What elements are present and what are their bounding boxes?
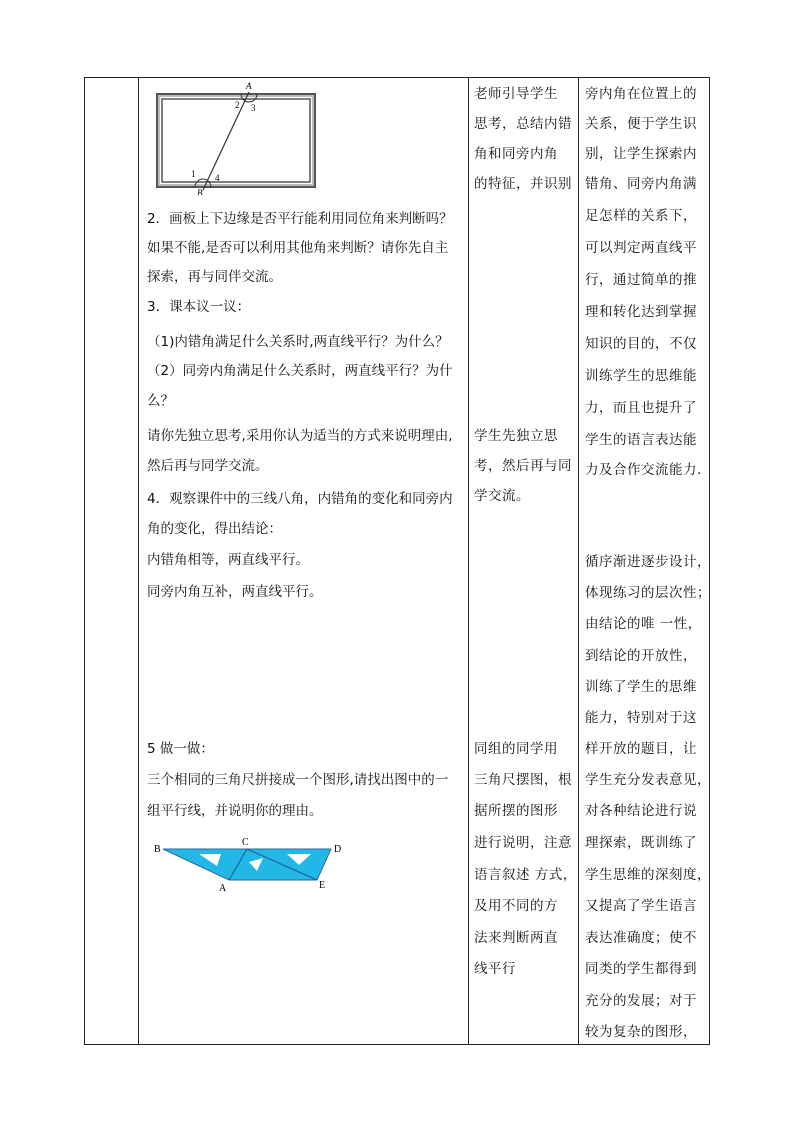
intent-text-line: 理和转化达到掌握 — [585, 304, 697, 320]
vertex-label-d: D — [334, 844, 342, 855]
point-label-a: A — [246, 81, 252, 91]
intent-text-line: 学生的语言表达能 — [585, 432, 697, 448]
conclusion-line: 同旁内角互补，两直线平行。 — [147, 584, 323, 600]
intent-text-line: 足怎样的关系下， — [585, 208, 697, 224]
intent-text-line: 同类的学生都得到 — [585, 961, 697, 977]
intent-text-line: 关系，便于学生识 — [585, 116, 697, 132]
activity-text-line: 考，然后再与同 — [474, 458, 572, 474]
activity-heading: 5 做一做： — [147, 741, 214, 757]
intent-text-line: 到结论的开放性， — [585, 648, 697, 664]
angle-label-4: 4 — [215, 173, 220, 183]
intent-text-line: 较为复杂的图形， — [585, 1024, 697, 1040]
intent-text-line: 表达准确度；使不 — [585, 930, 697, 946]
question-line: 角的变化，得出结论： — [147, 521, 282, 537]
intent-text-line: 错角、同旁内角满 — [585, 176, 697, 192]
question-line: 然后再与同学交流。 — [147, 458, 269, 474]
activity-text-line: 学生先独立思 — [474, 428, 558, 444]
intent-text-line: 充分的发展；对于 — [585, 993, 697, 1009]
activity-text-line: 同组的同学用 — [474, 741, 558, 757]
intent-text-line: 学生思维的深刻度， — [585, 867, 711, 883]
triangle-rulers-figure — [151, 835, 351, 895]
question-line: 3．课本议一议： — [147, 299, 251, 315]
drawing-board-figure — [151, 80, 321, 195]
intent-text-line: 力，而且也提升了 — [585, 400, 697, 416]
angle-label-3: 3 — [251, 103, 256, 113]
intent-text-line: 由结论的唯 一性， — [585, 616, 702, 632]
intent-text-line: 可以判定两直线平 — [585, 240, 697, 256]
activity-line: 组平行线，并说明你的理由。 — [147, 803, 323, 819]
intent-text-line: 又提高了学生语言 — [585, 898, 697, 914]
intent-text-line: 别，让学生探索内 — [585, 146, 697, 162]
question-line: （1)内错角满足什么关系时,两直线平行？为什么？ — [147, 334, 449, 350]
lesson-table — [84, 77, 710, 1045]
teaching-content-cell — [139, 78, 468, 1044]
intent-text-line: 理探索，既训练了 — [585, 835, 697, 851]
vertex-label-e: E — [319, 880, 326, 891]
activity-line: 三个相同的三角尺拼接成一个图形,请找出图中的一 — [147, 772, 449, 788]
activity-text-line: 据所摆的图形 — [474, 803, 558, 819]
intent-text-line: 力及合作交流能力. — [585, 462, 702, 478]
intent-text-line: 对各种结论进行说 — [585, 803, 697, 819]
activity-text-line: 进行说明，注意 — [474, 835, 572, 851]
angle-label-2: 2 — [235, 100, 240, 110]
intent-text-line: 知识的目的，不仅 — [585, 336, 697, 352]
point-label-b: B — [197, 188, 203, 195]
intent-text-line: 能力，特别对于这 — [585, 710, 697, 726]
design-intent-cell — [579, 78, 711, 1044]
activity-text-line: 及用不同的方 — [474, 898, 558, 914]
question-line: 么？ — [147, 393, 174, 409]
intent-text-line: 样开放的题目，让 — [585, 741, 697, 757]
activity-text-line: 法来判断两直 — [474, 930, 558, 946]
activity-text-line: 角和同旁内角 — [474, 146, 558, 162]
question-line: 4．观察课件中的三线八角，内错角的变化和同旁内 — [147, 491, 453, 507]
question-line: 如果不能,是否可以利用其他角来判断？请你先自主 — [147, 240, 449, 256]
angle-label-1: 1 — [191, 169, 196, 179]
question-line: 请你先独立思考,采用你认为适当的方式来说明理由, — [147, 428, 453, 444]
activity-text-line: 学交流。 — [474, 488, 530, 504]
intent-text-line: 循序渐进逐步设计， — [585, 554, 711, 570]
activity-text-line: 老师引导学生 — [474, 86, 558, 102]
student-activity-cell — [469, 78, 578, 1044]
intent-text-line: 体现练习的层次性； — [585, 585, 711, 601]
activity-text-line: 线平行 — [474, 961, 516, 977]
question-line: （2）同旁内角满足什么关系时，两直线平行？为什 — [147, 363, 453, 379]
activity-text-line: 的特征，并识别 — [474, 176, 572, 192]
vertex-label-b: B — [154, 844, 161, 855]
activity-text-line: 思考，总结内错 — [474, 116, 572, 132]
intent-text-line: 训练了学生的思维 — [585, 679, 697, 695]
activity-text-line: 三角尺摆图，根 — [474, 772, 572, 788]
intent-text-line: 训练学生的思维能 — [585, 368, 697, 384]
conclusion-line: 内错角相等，两直线平行。 — [147, 552, 309, 568]
intent-text-line: 旁内角在位置上的 — [585, 86, 697, 102]
activity-text-line: 语言叙述 方式， — [474, 867, 577, 883]
intent-text-line: 学生充分发表意见， — [585, 772, 711, 788]
question-line: 2．画板上下边缘是否平行能利用同位角来判断吗？ — [147, 211, 453, 227]
vertex-label-c: C — [242, 837, 249, 848]
vertex-label-a: A — [219, 883, 227, 894]
intent-text-line: 行，通过简单的推 — [585, 272, 697, 288]
question-line: 探索，再与同伴交流。 — [147, 269, 282, 285]
